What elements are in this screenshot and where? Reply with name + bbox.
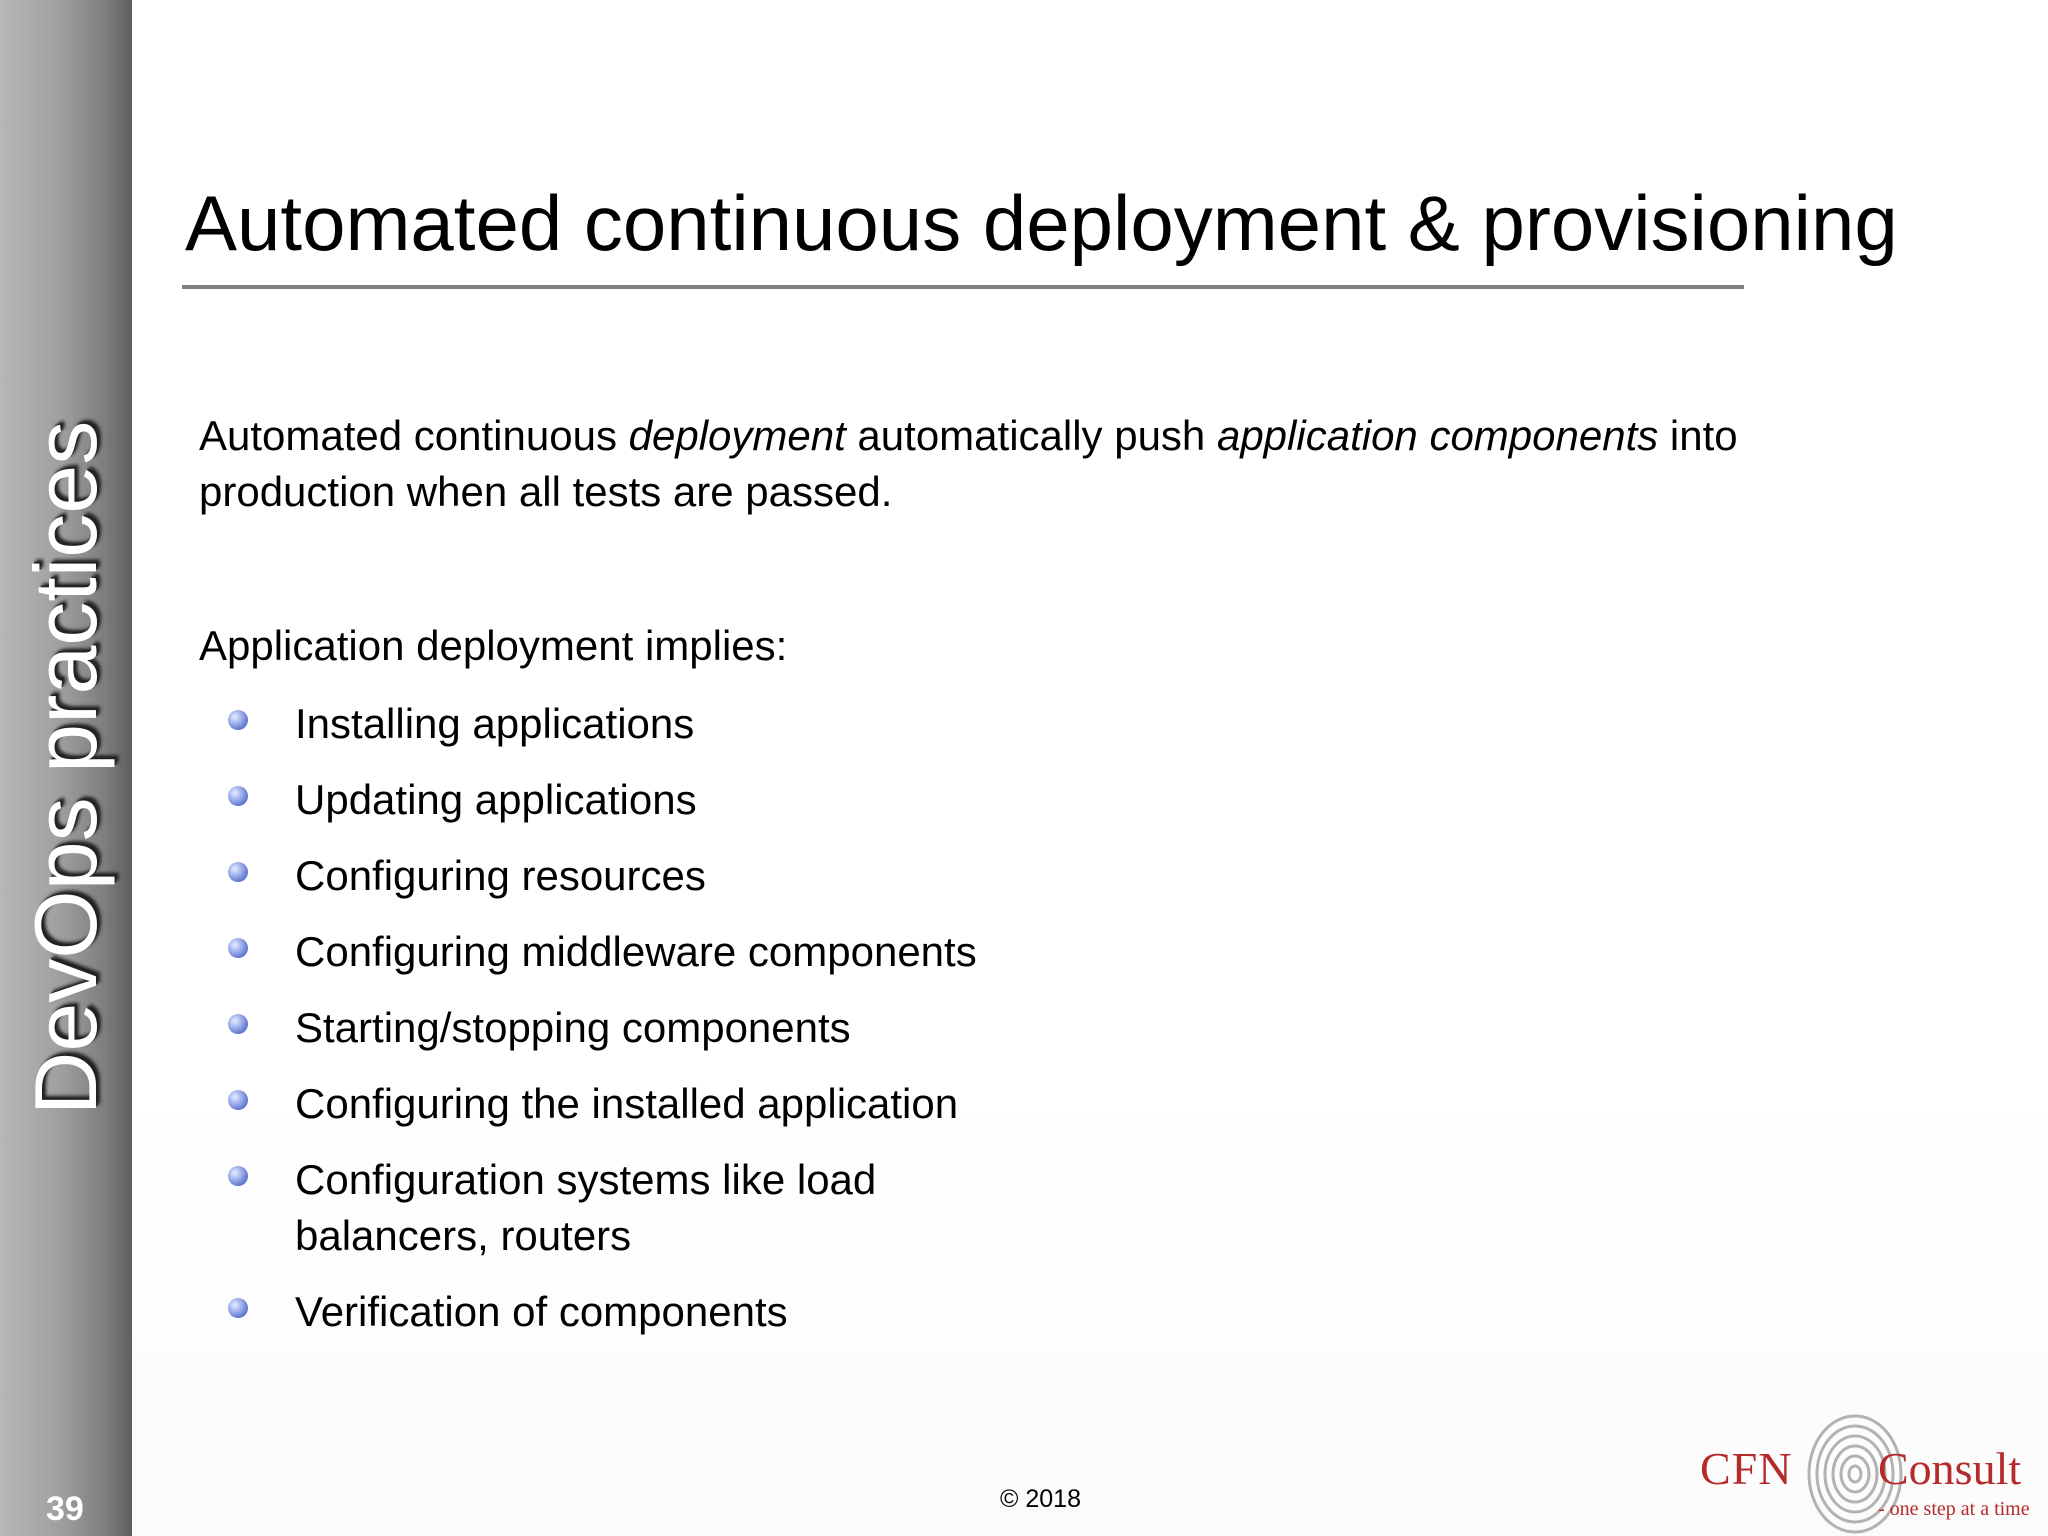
- bullet-circle-icon: [228, 938, 248, 958]
- logo-tagline: - one step at a time: [1878, 1498, 2030, 1520]
- list-item-text: Configuring resources: [295, 852, 706, 899]
- intro-text-1: Automated continuous: [199, 412, 629, 459]
- company-logo: [1700, 1400, 2040, 1530]
- bullet-circle-icon: [228, 1298, 248, 1318]
- sidebar-title: DevOps practices: [16, 420, 115, 1116]
- copyright: © 2018: [1000, 1485, 1081, 1513]
- title-divider: [182, 285, 1744, 289]
- intro-emphasis-2: application components: [1216, 412, 1659, 459]
- bullet-circle-icon: [228, 786, 248, 806]
- list-item-text: Verification of components: [295, 1288, 788, 1335]
- page-title: Automated continuous deployment & provisioning: [185, 179, 1898, 267]
- bullet-circle-icon: [228, 1090, 248, 1110]
- intro-text-3: into production when all tests are passed.: [199, 412, 1738, 515]
- intro-emphasis-1: deployment: [628, 412, 846, 459]
- list-item-text: Installing applications: [295, 700, 695, 747]
- list-item-text: Starting/stopping components: [295, 1004, 851, 1051]
- bullet-circle-icon: [228, 1166, 248, 1186]
- section-heading: Application deployment implies:: [199, 622, 788, 669]
- list-item-text: Configuration systems like load balancers, routers: [295, 1156, 877, 1259]
- logo-text-left: CFN: [1700, 1443, 1793, 1494]
- sidebar: [0, 0, 132, 1536]
- page-number: 39: [46, 1490, 84, 1528]
- logo-text-right: Consult: [1878, 1443, 2022, 1494]
- list-item-text: Updating applications: [295, 776, 697, 823]
- bullet-circle-icon: [228, 862, 248, 882]
- bullet-circle-icon: [228, 710, 248, 730]
- intro-text-2: automatically push: [845, 412, 1217, 459]
- intro-paragraph: [199, 408, 1919, 520]
- list-item-text: Configuring the installed application: [295, 1080, 959, 1127]
- list-item-text: Configuring middleware components: [295, 928, 977, 975]
- bullet-circle-icon: [228, 1014, 248, 1034]
